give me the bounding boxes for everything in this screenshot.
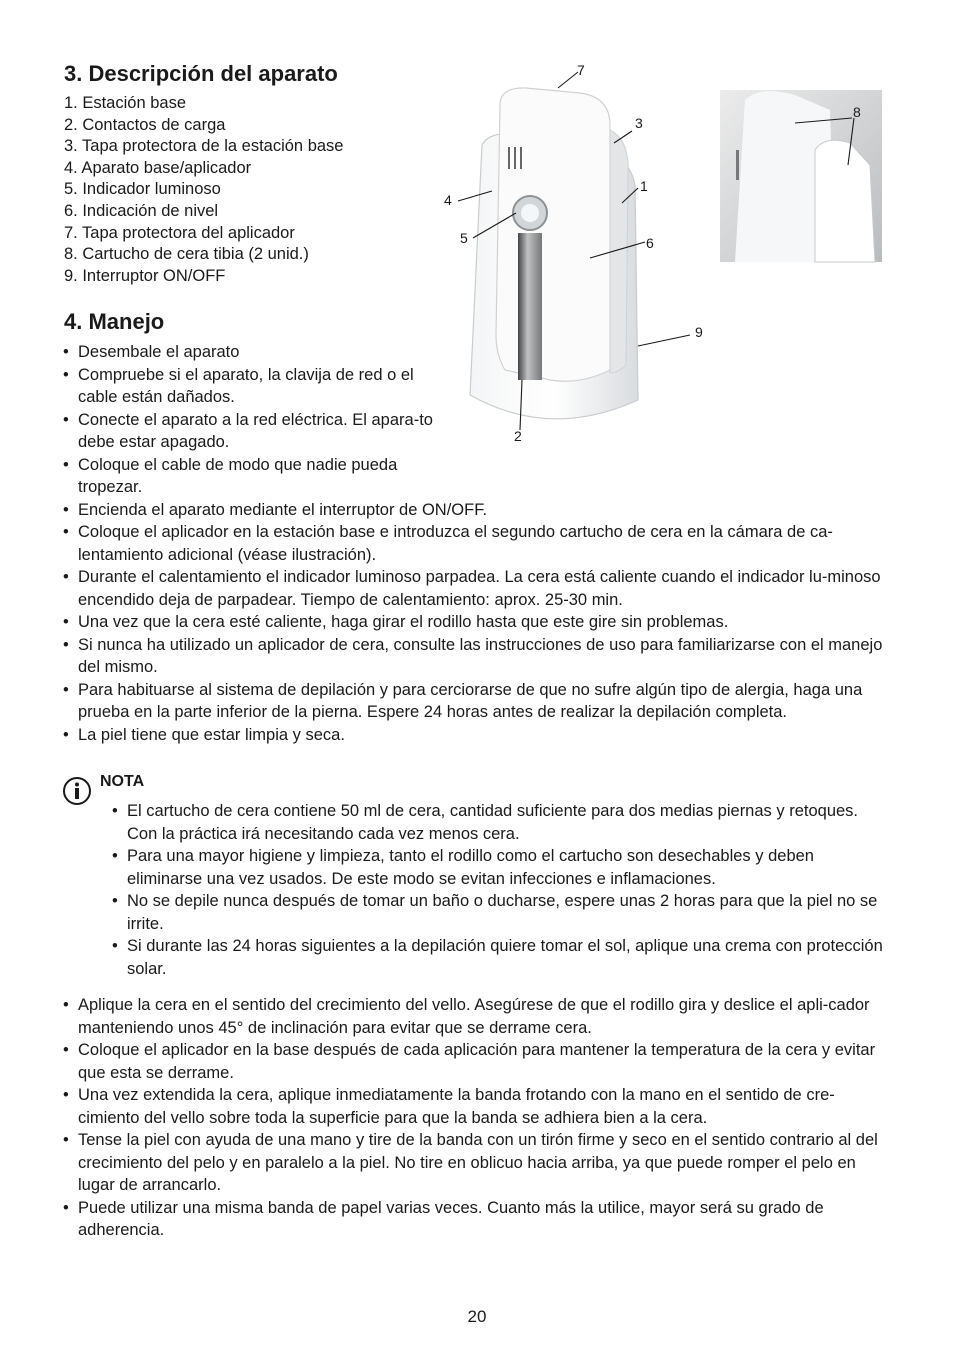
list-item: • Coloque el cable de modo que nadie pueda tropezar. [63,454,438,499]
list-item: • Coloque el aplicador en la estación base e introduzca el segundo cartucho de cera en la cámara de ca-lentamiento adicional (véase ilustración). [63,521,887,566]
callout-4: 4 [444,192,452,208]
list-item: • La piel tiene que estar limpia y seca. [63,724,887,747]
part-item: 6. Indicación de nivel [64,201,219,220]
list-item: • Encienda el aparato mediante el interruptor de ON/OFF. [63,499,887,522]
callout-8: 8 [853,104,861,120]
list-item: • El cartucho de cera contiene 50 ml de cera, cantidad suficiente para dos medias piernas y retoques. Con la práctica irá necesitando cada vez menos cera. [112,800,892,845]
list-item: • Puede utilizar una misma banda de papel varias veces. Cuanto más la utilice, mayor será su grado de adherencia. [63,1197,893,1242]
callout-1: 1 [640,178,648,194]
list-item: • Una vez que la cera esté caliente, haga girar el rodillo hasta que este gire sin problemas. [63,611,887,634]
note-list [112,800,892,980]
list-item: • Si durante las 24 horas siguientes a la depilación quiere tomar el sol, aplique una crema con protección solar. [112,935,892,980]
list-item: • Para una mayor higiene y limpieza, tanto el rodillo como el cartucho son desechables y deben eliminarse una vez usados. De este modo se evitan infecciones e inflamaciones. [112,845,892,890]
list-item: • Desembale el aparato [63,341,438,364]
list-item: • Si nunca ha utilizado un aplicador de cera, consulte las instrucciones de uso para familiarizarse con el manejo del mismo. [63,634,887,679]
callout-6: 6 [646,235,654,251]
list-item: • Conecte el aparato a la red eléctrica. El apara-to debe estar apagado. [63,409,438,454]
list-item: • Compruebe si el aparato, la clavija de red o el cable están dañados. [63,364,438,409]
list-item: • Aplique la cera en el sentido del crecimiento del vello. Asegúrese de que el rodillo gira y deslice el apli-cador manteniendo unos 45° de inclinación para evitar que se derrame cera. [63,994,893,1039]
list-item: • Coloque el aplicador en la base después de cada aplicación para mantener la temperatura de la cera y evitar que esta se derrame. [63,1039,893,1084]
part-item: 8. Cartucho de cera tibia (2 unid.) [64,245,309,264]
section-3-title: 3. Descripción del aparato [64,61,338,86]
part-item: 2. Contactos de carga [64,115,226,134]
callout-3: 3 [635,115,643,131]
part-item: 4. Aparato base/aplicador [64,158,252,177]
list-item: • Para habituarse al sistema de depilación y para cerciorarse de que no sufre algún tipo de alergia, haga una prueba en la parte inferior de la pierna. Espere 24 horas antes de realizar la depilación completa. [63,679,887,724]
part-item: 1. Estación base [64,94,186,112]
part-item: 3. Tapa protectora de la estación base [64,137,344,156]
list-item: • No se depile nunca después de tomar un baño o ducharse, espere unas 2 horas para que la piel no se irrite. [112,890,892,935]
list-item: • Una vez extendida la cera, aplique inmediatamente la banda frotando con la mano en el sentido de cre-cimiento del vello sobre toda la superficie para que la banda se adhiera bien a la cera. [63,1084,893,1129]
part-item: 7. Tapa protectora del aplicador [64,223,295,242]
section-4-title: 4. Manejo [64,309,165,334]
application-list [63,994,893,1242]
callout-5: 5 [460,230,468,246]
list-item: • Tense la piel con ayuda de una mano y tire de la banda con un tirón firme y seco en el sentido contrario al del crecimiento del pelo y en paralelo a la piel. No tire en oblicuo hacia arriba, ya que puede romper el pelo en lugar de arrancarlo. [63,1129,893,1197]
page-number: 20 [467,1307,487,1326]
info-icon [62,776,92,806]
part-item: 9. Interruptor ON/OFF [64,266,226,285]
parts-list [64,93,444,287]
callout-7: 7 [577,62,585,78]
part-item: 5. Indicador luminoso [64,180,221,199]
list-item: • Durante el calentamiento el indicador luminoso parpadea. La cera está caliente cuando el indicador lu-minoso encendido deja de parpadear. Tiempo de calentamiento: aprox. 25-30 min. [63,566,887,611]
callout-9: 9 [695,324,703,340]
note-title: NOTA [100,773,145,790]
handling-list [63,341,887,746]
callout-2: 2 [514,428,522,444]
